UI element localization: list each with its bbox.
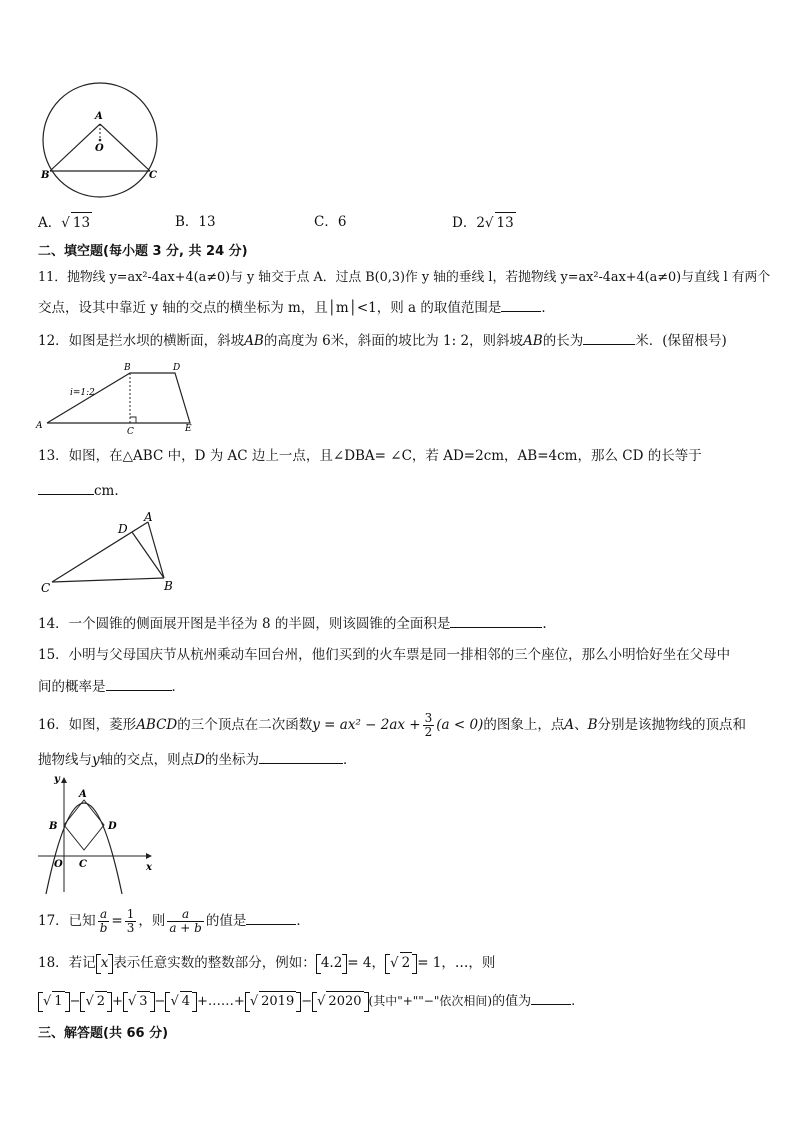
center-point xyxy=(99,139,102,142)
q18-line1: 18．若记 x 表示任意实数的整数部分，例如： 4.2 = 4， √ 2 = 1，…，则 xyxy=(38,952,495,974)
label-a: A xyxy=(36,421,43,431)
figure-q10-circle xyxy=(38,78,168,208)
label-a: A xyxy=(95,111,103,122)
fraction-a-over-a-plus-b: $\frac{a}{a + b}$ xyxy=(169,907,202,935)
fraction-1-3: $\frac{1}{3}$ xyxy=(126,907,135,935)
answer-blank[interactable] xyxy=(531,990,571,1005)
y-arrow xyxy=(61,777,67,783)
answer-blank[interactable] xyxy=(450,613,542,628)
answer-blank[interactable] xyxy=(38,480,94,495)
fraction-3-2: $\frac{3}{2}$ xyxy=(424,711,433,739)
q18-line2: √ 1 − √ 2 + √ 3 − √ 4 +……+ √ 2019 − √ 2020 (其中"+""−"依次相间)的值为 . xyxy=(38,990,575,1012)
label-c: C xyxy=(149,170,157,181)
fraction-a-b: $\frac{a}{b}$ xyxy=(99,907,108,935)
q13-line1: 13．如图，在△ABC 中，D 为 AC 边上一点，且∠DBA= ∠C，若 AD=2cm，AB=4cm，那么 CD 的长等于 xyxy=(38,448,702,464)
q16-line2: 抛物线与y轴的交点，则点D的坐标为 ． xyxy=(38,749,356,770)
side-ab xyxy=(50,124,100,171)
q12-text: 12．如图是拦水坝的横断面，斜坡AB的高度为 6米，斜面的坡比为 1: 2，则斜坡AB的长为 米．(保留根号) xyxy=(38,330,727,351)
slope-label: i=1:2 xyxy=(70,388,95,398)
label-b: B xyxy=(164,579,173,593)
side-cb xyxy=(52,578,164,582)
axis-label-y: y xyxy=(54,774,60,785)
answer-blank[interactable] xyxy=(501,297,541,312)
label-a: A xyxy=(144,510,153,524)
q16-line1: 16．如图，菱形ABCD的三个顶点在二次函数y = ax² − 2ax + $\frac{3}{2}$ (a < 0)的图象上，点A、B分别是该抛物线的顶点和 xyxy=(38,711,746,739)
label-d: D xyxy=(118,522,128,536)
label-c: C xyxy=(79,859,87,870)
figure-q12-dam xyxy=(30,360,205,435)
label-b: B xyxy=(49,821,58,832)
label-e: E xyxy=(185,424,192,434)
label-o: O xyxy=(95,143,104,154)
section-2-title: 二、填空题(每小题 3 分, 共 24 分) xyxy=(38,244,248,259)
option-c: C．6 xyxy=(314,214,347,230)
q11-line1: 11．抛物线 y=ax²-4ax+4(a≠0)与 y 轴交于点 A．过点 B(0,3)作 y 轴的垂线 l，若抛物线 y=ax²-4ax+4(a≠0)与直线 l 有两个 xyxy=(38,270,771,285)
axis-label-x: x xyxy=(146,862,152,873)
q11-line2: 交点，设其中靠近 y 轴的交点的横坐标为 m，且│m│<1，则 a 的取值范围是 ． xyxy=(38,297,555,318)
label-d: D xyxy=(108,821,117,832)
side-ac xyxy=(100,124,150,171)
option-b: B．13 xyxy=(175,214,216,230)
side-ca xyxy=(52,522,148,582)
label-o: O xyxy=(54,859,63,870)
section-3-title: 三、解答题(共 66 分) xyxy=(38,1026,169,1041)
label-d: D xyxy=(173,363,181,373)
answer-blank[interactable] xyxy=(583,330,635,345)
q15-line2: 间的概率是 ． xyxy=(38,676,185,697)
option-a: A．√ 13 xyxy=(38,212,92,233)
parabola-curve xyxy=(46,803,122,894)
q17-text: 17．已知 $\frac{a}{b}$ = $\frac{1}{3}$ ，则 $\frac{a}{a + b}$ 的值是 ． xyxy=(38,907,310,935)
dam-outline xyxy=(47,373,190,423)
right-angle-mark xyxy=(130,417,136,423)
side-ab xyxy=(148,522,164,578)
answer-blank[interactable] xyxy=(106,676,172,691)
label-a: A xyxy=(79,789,87,800)
x-arrow xyxy=(146,853,152,859)
label-b: B xyxy=(41,170,50,181)
figure-q13-triangle xyxy=(38,508,178,598)
segment-db xyxy=(132,532,164,578)
label-b: B xyxy=(124,363,131,373)
option-d: D．2√ 13 xyxy=(452,212,516,233)
rhombus-abcd xyxy=(64,800,104,850)
q14-text: 14．一个圆锥的侧面展开图是半径为 8 的半圆，则该圆锥的全面积是 . xyxy=(38,613,547,634)
answer-blank[interactable] xyxy=(259,749,343,764)
answer-blank[interactable] xyxy=(246,910,296,925)
label-c: C xyxy=(127,427,134,435)
label-c: C xyxy=(41,581,51,595)
figure-q16-parabola xyxy=(36,772,166,898)
q15-line1: 15．小明与父母国庆节从杭州乘动车回台州，他们买到的火车票是同一排相邻的三个座位，那么小明恰好坐在父母中 xyxy=(38,647,731,663)
q13-line2: cm. xyxy=(38,480,119,501)
